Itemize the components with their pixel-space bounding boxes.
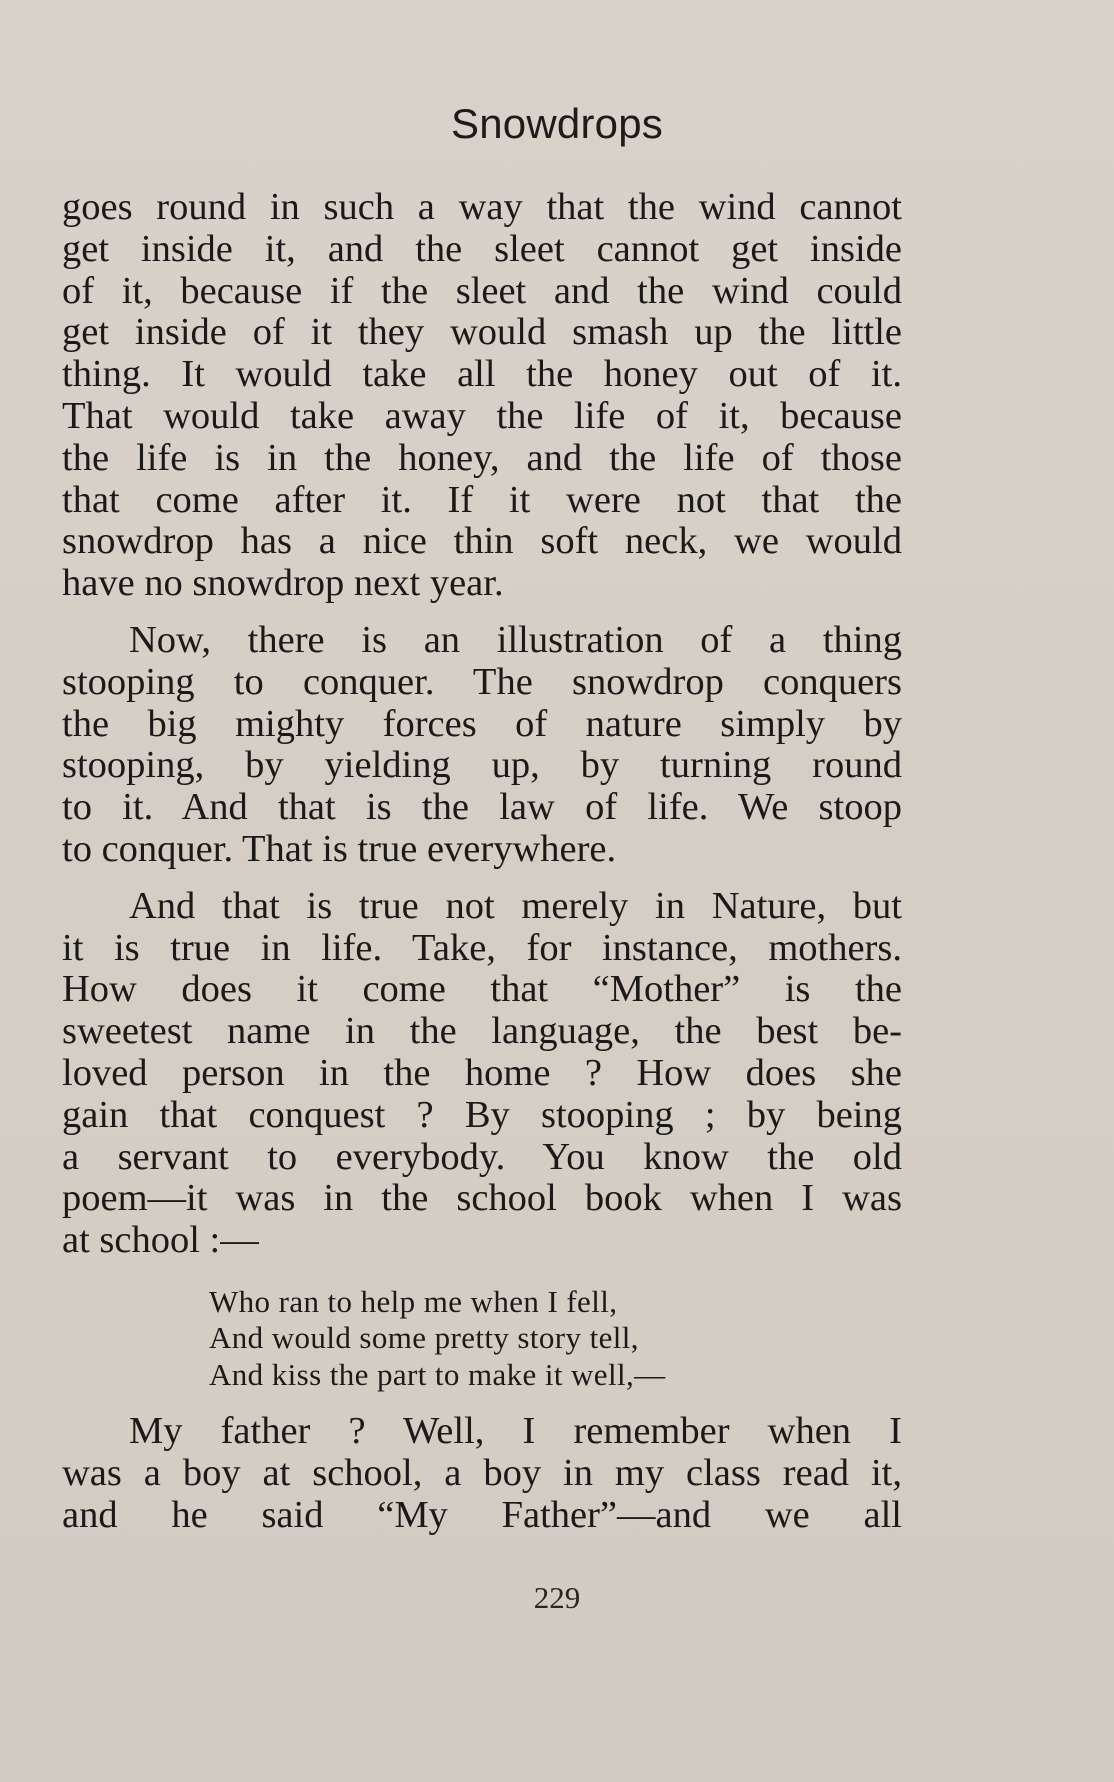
body-text xyxy=(62,187,902,1537)
paragraph-1 xyxy=(62,187,902,605)
text-line: the life is in the honey, and the life of those xyxy=(62,436,902,479)
paragraph-4 xyxy=(62,1411,902,1536)
text-line: And that is true not merely in Nature, but xyxy=(129,884,902,927)
paragraph-3 xyxy=(62,886,902,1262)
poem-line: And kiss the part to make it well,— xyxy=(209,1356,666,1392)
text-line: stooping, by yielding up, by turning round xyxy=(62,744,902,787)
page-number: 229 xyxy=(533,1580,581,1615)
text-line: poem—it was in the school book when I was xyxy=(62,1177,902,1220)
poem-quotation xyxy=(62,1284,902,1394)
text-line: of it, because if the sleet and the wind could xyxy=(62,269,902,312)
text-line: at school :— xyxy=(62,1219,259,1262)
poem-line: Who ran to help me when I fell, xyxy=(209,1283,618,1319)
text-line: was a boy at school, a boy in my class read it, xyxy=(62,1452,902,1495)
text-line: a servant to everybody. You know the old xyxy=(62,1135,902,1178)
text-line: gain that conquest ? By stooping ; by being xyxy=(62,1093,902,1136)
text-line: sweetest name in the language, the best be- xyxy=(62,1010,902,1053)
running-head: Snowdrops xyxy=(451,100,663,147)
text-line: it is true in life. Take, for instance, mothers. xyxy=(62,926,902,969)
text-line: stooping to conquer. The snowdrop conquers xyxy=(62,660,902,703)
poem-line: And would some pretty story tell, xyxy=(209,1320,639,1356)
text-line: to it. And that is the law of life. We stoop xyxy=(62,786,902,829)
paragraph-gap xyxy=(62,605,902,620)
text-line: and he said “My Father”—and we all xyxy=(62,1494,902,1537)
text-line: the big mighty forces of nature simply by xyxy=(62,702,902,745)
text-line: get inside of it they would smash up the little xyxy=(62,311,902,354)
text-line: snowdrop has a nice thin soft neck, we would xyxy=(62,520,902,563)
text-line: that come after it. If it were not that the xyxy=(62,478,902,521)
text-line: goes round in such a way that the wind cannot xyxy=(62,186,902,228)
text-line: have no snowdrop next year. xyxy=(62,562,504,605)
text-line: loved person in the home ? How does she xyxy=(62,1051,902,1094)
text-line: thing. It would take all the honey out of it. xyxy=(62,353,902,396)
text-line: Now, there is an illustration of a thing xyxy=(129,618,902,661)
paragraph-2 xyxy=(62,620,902,871)
text-line: to conquer. That is true everywhere. xyxy=(62,827,617,870)
paragraph-gap xyxy=(62,871,902,886)
text-line: My father ? Well, I remember when I xyxy=(129,1410,902,1453)
text-line: get inside it, and the sleet cannot get inside xyxy=(62,227,902,270)
text-line: That would take away the life of it, because xyxy=(62,394,902,437)
text-line: How does it come that “Mother” is the xyxy=(62,968,902,1011)
